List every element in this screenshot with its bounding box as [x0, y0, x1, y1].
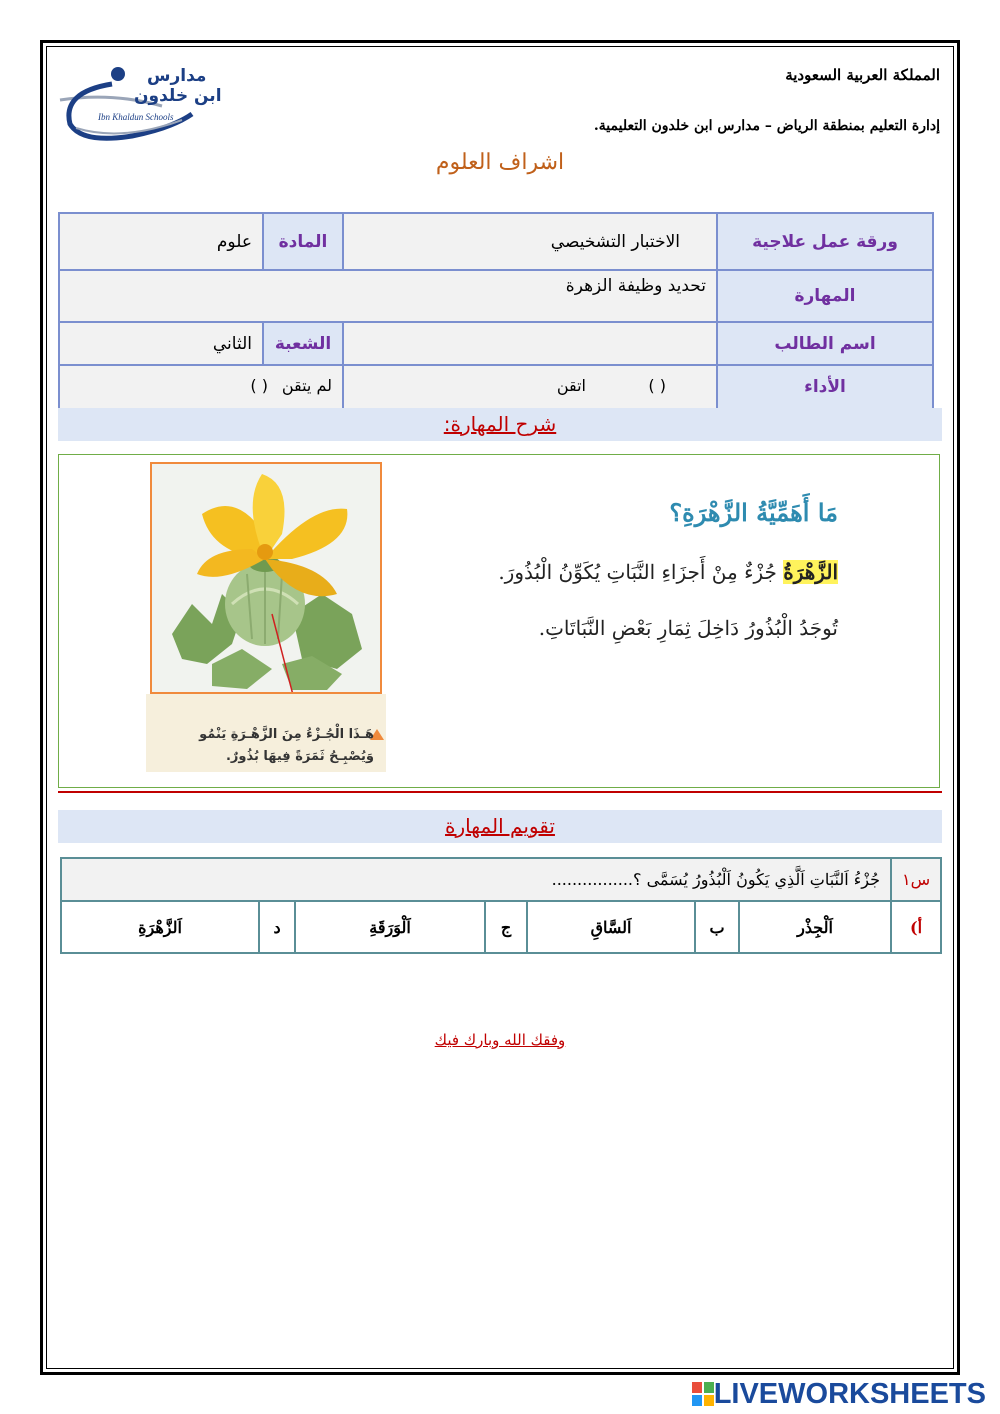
option-letter-d: د — [259, 901, 295, 953]
school-logo — [52, 62, 222, 144]
closing-blessing: وفقك الله وبارك فيك — [434, 1031, 566, 1049]
worksheet-info-table — [58, 212, 934, 410]
photo-caption — [199, 724, 374, 768]
logo-english-name: Ibn Khaldun Schools — [98, 112, 174, 122]
student-name-label: اسم الطالب — [717, 322, 933, 365]
option-root[interactable]: اَلْجِذْر — [739, 901, 891, 953]
answer-row-label: أ) — [891, 901, 941, 953]
mastered-box: ( ) — [648, 376, 666, 395]
student-name-field[interactable] — [343, 322, 717, 365]
lesson-text-line1 — [498, 560, 838, 584]
liveworksheets-brand[interactable]: LIVEWORKSHEETS — [713, 1378, 986, 1410]
caption-line2: وَيُصْبِـحُ ثَمَرَةً فِيهَا بُذُورٌ. — [225, 749, 374, 764]
question-table — [60, 857, 942, 954]
line1-rest: جُزْءٌ مِنْ أَجزَاءِ النَّبَاتِ يُكَوِّنُ الْبُذُورَ. — [498, 560, 784, 584]
photo-caption-area — [146, 694, 386, 772]
option-letter-b: ب — [695, 901, 739, 953]
skill-value: تحديد وظيفة الزهرة — [59, 270, 717, 322]
liveworksheets-logo-icon — [692, 1382, 714, 1406]
flower-photo — [150, 462, 382, 694]
section-label: الشعبة — [263, 322, 343, 365]
skill-evaluation-heading: تقويم المهارة — [58, 810, 942, 843]
option-leaf[interactable]: اَلْوَرَقَةِ — [295, 901, 485, 953]
question-number: س١ — [891, 858, 941, 901]
mastered-text: اتقن — [556, 376, 586, 395]
logo-arabic-line2: ابن خلدون — [134, 86, 222, 106]
logo-arabic-line1: مدارس — [147, 66, 207, 86]
caption-line1: هَـذَا الْجُـزْءُ مِنَ الزَّهْـرَةِ يَنْمُو — [199, 727, 374, 742]
section-value: الثاني — [59, 322, 263, 365]
not-mastered-option[interactable] — [59, 365, 343, 409]
subject-value: علوم — [59, 213, 263, 270]
divider-rule — [58, 791, 942, 793]
mastered-option[interactable] — [343, 365, 717, 409]
keyword-highlight: الزَّهْرَةُ — [783, 560, 838, 584]
department-title: اشراف العلوم — [435, 150, 565, 175]
skill-explanation-heading: شرح المهارة: — [58, 408, 942, 441]
option-stem[interactable]: اَلسَّاقِ — [527, 901, 695, 953]
skill-label: المهارة — [717, 270, 933, 322]
not-mastered-box: ( ) — [250, 376, 268, 395]
subject-label: المادة — [263, 213, 343, 270]
kingdom-title: المملكة العربية السعودية — [785, 66, 940, 84]
test-name: الاختبار التشخيصي — [343, 213, 717, 270]
worksheet-type-label: ورقة عمل علاجية — [717, 213, 933, 270]
lesson-text-line2: تُوجَدُ الْبُذُورُ دَاخِلَ ثِمَارِ بَعْضِ النَّبَاتَاتِ. — [538, 616, 838, 640]
option-letter-c: ج — [485, 901, 527, 953]
squash-flower-icon — [152, 464, 380, 692]
question-text: جُزْءُ اَلنَّبَاتِ اَلَّذِي يَكُونُ اَلْبُذُورُ يُسَمَّى ؟................ — [61, 858, 891, 901]
administration-title: إدارة التعليم بمنطقة الرياض – مدارس ابن خلدون التعليمية. — [593, 118, 940, 134]
performance-label: الأداء — [717, 365, 933, 409]
not-mastered-text: لم يتقن — [281, 376, 332, 395]
option-flower[interactable]: اَلزَّهْرَةِ — [61, 901, 259, 953]
lesson-question-title: مَا أَهَمِّيَّةُ الزَّهْرَةِ؟ — [669, 498, 838, 527]
